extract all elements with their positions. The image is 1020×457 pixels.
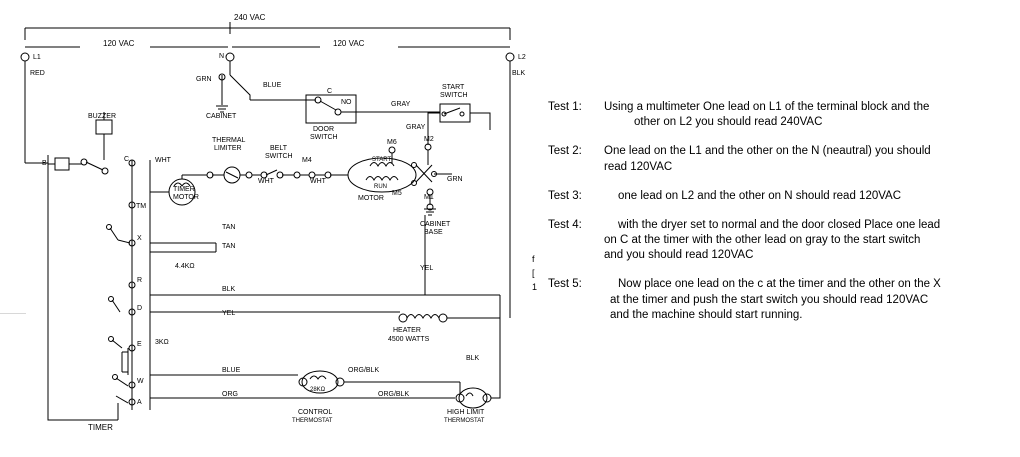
label-cabinet: CABINET	[206, 113, 237, 120]
label-terminal-d: D	[137, 305, 143, 312]
label-resistance-4k4: 4.4KΩ	[175, 263, 195, 270]
label-m6: M6	[387, 139, 397, 146]
stray-column-marks	[532, 253, 537, 295]
test-label: Test 5:	[548, 278, 582, 291]
label-timer: TIMER	[88, 423, 113, 432]
test-text	[604, 189, 1018, 204]
test-item	[548, 277, 1018, 323]
label-120vac-left: 120 VAC	[103, 39, 135, 48]
label-blue: BLUE	[263, 82, 282, 89]
stray-mark-3: 1	[532, 281, 538, 292]
label-cabinet-base-line1: CABINET	[420, 221, 451, 228]
label-heater-line1: HEATER	[393, 327, 421, 334]
label-thermal-limiter-line1: THERMAL	[212, 137, 246, 144]
test-instructions	[548, 100, 1018, 337]
label-wht-3: WHT	[310, 178, 326, 185]
label-motor-start-winding: START	[372, 157, 392, 163]
label-240vac: 240 VAC	[234, 13, 266, 22]
label-start-switch-line2: SWITCH	[440, 92, 468, 99]
label-high-limit-line2: THERMOSTAT	[444, 418, 485, 424]
test-item	[548, 218, 1018, 264]
stray-mark-2: [	[532, 267, 535, 278]
test-item	[548, 100, 1018, 130]
label-blk-3: BLK	[466, 355, 480, 362]
label-gray-2: GRAY	[406, 124, 426, 131]
label-buzzer: BUZZER	[88, 113, 116, 120]
label-terminal-x: X	[137, 235, 142, 242]
label-blk-2: BLK	[222, 286, 236, 293]
label-red: RED	[30, 70, 45, 77]
label-l1: L1	[33, 54, 41, 61]
test-item	[548, 144, 1018, 174]
test-label: Test 1:	[548, 101, 582, 113]
test-label: Test 2:	[548, 145, 582, 158]
test-line-1: one lead on L2 and the other on N should read 120VAC	[618, 189, 902, 202]
label-contact-c: C	[327, 88, 333, 95]
label-wht-2: WHT	[258, 178, 274, 185]
label-terminal-b: B	[42, 160, 47, 167]
label-motor: MOTOR	[358, 195, 384, 202]
label-org: ORG	[222, 391, 238, 398]
label-control-thermostat-line2: THERMOSTAT	[292, 418, 333, 424]
label-gray-1: GRAY	[391, 101, 411, 108]
test-line-2: other on L2 you should read 240VAC	[634, 116, 823, 129]
label-n: N	[219, 53, 225, 60]
label-m1: M1	[424, 194, 434, 201]
label-tan-1: TAN	[222, 224, 236, 231]
test-line-3: and the machine should start running.	[610, 308, 803, 321]
test-line-3: and you should read 120VAC	[604, 249, 754, 262]
label-heater-line2: 4500 WATTS	[388, 336, 430, 343]
label-door-switch-line1: DOOR	[313, 126, 334, 133]
test-line-1: One lead on the L1 and the other on the N (neautral) you should	[604, 145, 931, 158]
label-terminal-a: A	[137, 399, 142, 406]
page-divider	[0, 313, 26, 314]
test-label: Test 4:	[548, 218, 582, 231]
label-belt-switch-line2: SWITCH	[265, 153, 293, 160]
label-resistance-3k: 3KΩ	[155, 339, 169, 346]
test-line-2: read 120VAC	[604, 160, 673, 173]
label-l2: L2	[518, 54, 526, 61]
test-text	[604, 144, 1018, 174]
label-high-limit-line1: HIGH LIMIT	[447, 409, 485, 416]
label-terminal-c: C	[124, 156, 130, 163]
label-org-blk-2: ORG/BLK	[378, 391, 410, 398]
test-line-2: at the timer and push the start switch you should read 120VAC	[610, 293, 929, 306]
label-yel-2: YEL	[420, 265, 434, 272]
label-yel-1: YEL	[222, 310, 236, 317]
test-line-1: with the dryer set to normal and the door closed Place one lead	[618, 218, 941, 231]
label-wht-1: WHT	[155, 157, 171, 164]
label-m5: M5	[392, 190, 402, 197]
label-grn: GRN	[196, 76, 212, 83]
label-grn-2: GRN	[447, 176, 463, 183]
stray-mark-1: f	[532, 254, 535, 264]
label-120vac-right: 120 VAC	[333, 39, 365, 48]
label-cabinet-base-line2: BASE	[424, 229, 443, 236]
label-terminal-e: E	[137, 341, 142, 348]
label-start-switch-line1: START	[442, 84, 465, 91]
label-terminal-tm: TM	[136, 203, 147, 210]
label-m2: M2	[424, 136, 434, 143]
label-m4: M4	[302, 157, 312, 164]
label-belt-switch-line1: BELT	[270, 145, 287, 152]
label-terminal-r: R	[137, 277, 143, 284]
label-blk-left: BLK	[512, 70, 526, 77]
test-line-1: Now place one lead on the c at the timer and the other on the X	[618, 278, 941, 291]
label-timer-motor-line1: TIMER	[173, 186, 195, 193]
label-motor-run-winding: RUN	[374, 184, 387, 190]
label-thermal-limiter-line2: LIMITER	[214, 145, 242, 152]
label-control-thermostat-line1: CONTROL	[298, 409, 333, 416]
test-line-1: Using a multimeter One lead on L1 of the terminal block and the	[604, 101, 930, 113]
label-tan-2: TAN	[222, 243, 236, 250]
label-org-blk-1: ORG/BLK	[348, 367, 380, 374]
label-terminal-w: W	[137, 378, 144, 385]
test-label: Test 3:	[548, 189, 582, 202]
label-resistance-28k: 28KΩ	[310, 387, 326, 393]
test-item	[548, 189, 1018, 204]
label-door-switch-line2: SWITCH	[310, 134, 338, 141]
label-timer-motor-line2: MOTOR	[173, 194, 199, 201]
test-line-2: on C at the timer with the other lead on gray to the start switch	[604, 234, 921, 247]
label-blue-2: BLUE	[222, 367, 241, 374]
test-text	[604, 100, 1018, 130]
test-text	[604, 277, 1018, 323]
label-contact-no: NO	[341, 99, 352, 106]
test-text	[604, 218, 1018, 264]
